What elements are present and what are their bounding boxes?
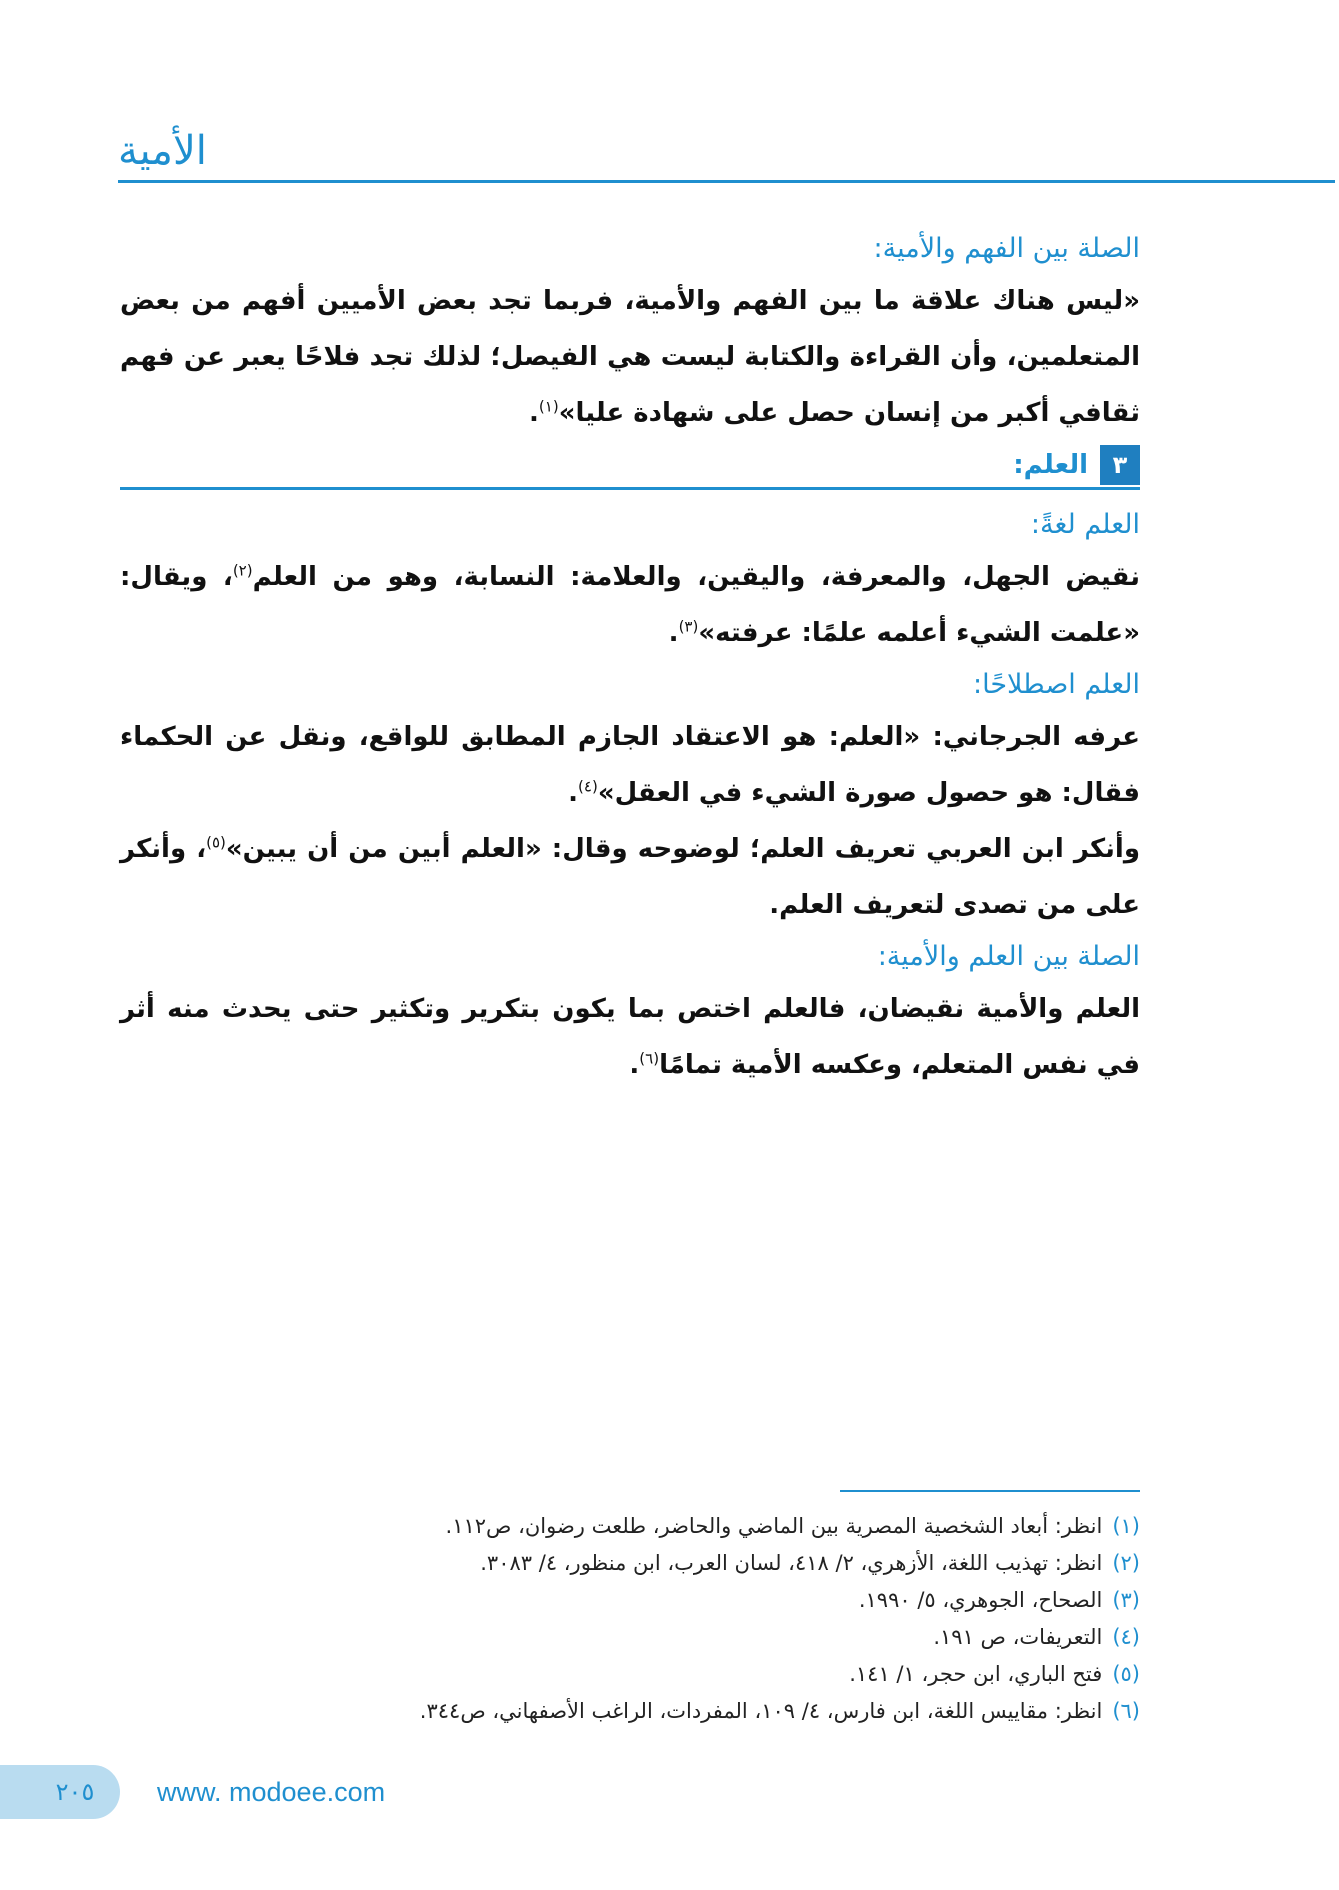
- footnotes: [240, 1508, 1140, 1730]
- paragraph-ibn-arabi: [120, 821, 1140, 933]
- paragraph-text: ، ويقال: «علمت الشيء أعلمه علمًا: عرفته»: [120, 562, 1140, 648]
- footnote-ref-6[interactable]: (٦): [639, 1049, 660, 1068]
- page-number: ٢٠٥: [55, 1778, 95, 1806]
- paragraph-opposites: [120, 981, 1140, 1093]
- section-title: العلم:: [1013, 450, 1088, 480]
- subheading-knowledge-illiteracy: الصلة بين العلم والأمية:: [877, 941, 1140, 972]
- footnote-item: [240, 1693, 1140, 1730]
- footnote-number: (٣): [1112, 1588, 1140, 1612]
- footnote-number: (٦): [1112, 1699, 1140, 1723]
- paragraph-understanding: [120, 273, 1140, 441]
- paragraph-period: .: [668, 618, 679, 648]
- paragraph-linguistic: [120, 549, 1140, 661]
- paragraph-text: ، وأنكر على من تصدى لتعريف العلم.: [120, 834, 1140, 920]
- footnote-text: انظر: مقاييس اللغة، ابن فارس، ٤/ ١٠٩، المفردات، الراغب الأصفهاني، ص٣٤٤.: [419, 1699, 1103, 1723]
- footnote-ref-4[interactable]: (٤): [578, 777, 598, 796]
- paragraph-text: نقيض الجهل، والمعرفة، واليقين، والعلامة: النسابة، وهو من العلم: [252, 562, 1140, 592]
- paragraph-text: العلم والأمية نقيضان، فالعلم اختص بما يكون بتكرير وتكثير حتى يحدث منه أثر في نفس المتعلم، وعكسه الأمية تمامًا: [120, 994, 1140, 1080]
- footnote-item: [240, 1619, 1140, 1656]
- footnote-text: الصحاح، الجوهري، ٥/ ١٩٩٠.: [858, 1588, 1103, 1612]
- footnote-text: فتح الباري، ابن حجر، ١/ ١٤١.: [849, 1662, 1103, 1686]
- section-divider: [120, 487, 1140, 490]
- subheading-knowledge-technical: العلم اصطلاحًا:: [973, 669, 1140, 700]
- footnote-divider: [840, 1490, 1140, 1492]
- paragraph-period: .: [568, 778, 579, 808]
- footnote-text: التعريفات، ص ١٩١.: [933, 1625, 1103, 1649]
- footnote-item: [240, 1656, 1140, 1693]
- section-heading-knowledge: [120, 445, 1140, 489]
- footnote-ref-5[interactable]: (٥): [206, 833, 226, 852]
- website-link[interactable]: www. modoee.com: [157, 1777, 386, 1807]
- footnote-ref-2[interactable]: (٢): [232, 561, 253, 580]
- paragraph-period: .: [529, 398, 539, 428]
- chapter-title: الأمية: [118, 128, 207, 174]
- footnote-item: [240, 1508, 1140, 1545]
- paragraph-text: وأنكر ابن العربي تعريف العلم؛ لوضوحه وقال: «العلم أبين من أن يبين»: [225, 834, 1140, 864]
- footnote-number: (١): [1112, 1514, 1140, 1538]
- page-header: [0, 118, 1339, 188]
- section-number-badge: ٣: [1100, 445, 1140, 485]
- main-content: [120, 225, 1140, 1093]
- subheading-understanding-illiteracy: الصلة بين الفهم والأمية:: [873, 233, 1140, 264]
- footnote-text: انظر: تهذيب اللغة، الأزهري، ٢/ ٤١٨، لسان العرب، ابن منظور، ٤/ ٣٠٨٣.: [480, 1551, 1103, 1575]
- paragraph-jurjani: [120, 709, 1140, 821]
- footnote-number: (٤): [1112, 1625, 1140, 1649]
- footnote-ref-3[interactable]: (٣): [678, 617, 699, 636]
- footnote-number: (٥): [1112, 1662, 1140, 1686]
- footnote-text: انظر: أبعاد الشخصية المصرية بين الماضي والحاضر، طلعت رضوان، ص١١٢.: [445, 1514, 1103, 1538]
- subheading-knowledge-linguistic: العلم لغةً:: [1030, 509, 1140, 540]
- footnote-number: (٢): [1112, 1551, 1140, 1575]
- footnote-item: [240, 1545, 1140, 1582]
- footnote-ref-1[interactable]: (١): [538, 397, 559, 416]
- header-divider: [118, 180, 1335, 183]
- paragraph-period: .: [629, 1050, 640, 1080]
- footnote-item: [240, 1582, 1140, 1619]
- paragraph-text: «ليس هناك علاقة ما بين الفهم والأمية، فربما تجد بعض الأميين أفهم من بعض المتعلمين، وأن القراءة والكتابة ليست هي الفيصل؛ لذلك تجد فلاحًا يعبر عن فهم ثقافي أكبر من إنسان حصل على شهادة عليا»: [120, 286, 1140, 428]
- paragraph-text: عرفه الجرجاني: «العلم: هو الاعتقاد الجازم المطابق للواقع، ونقل عن الحكماء فقال: هو حصول صورة الشيء في العقل»: [120, 722, 1140, 808]
